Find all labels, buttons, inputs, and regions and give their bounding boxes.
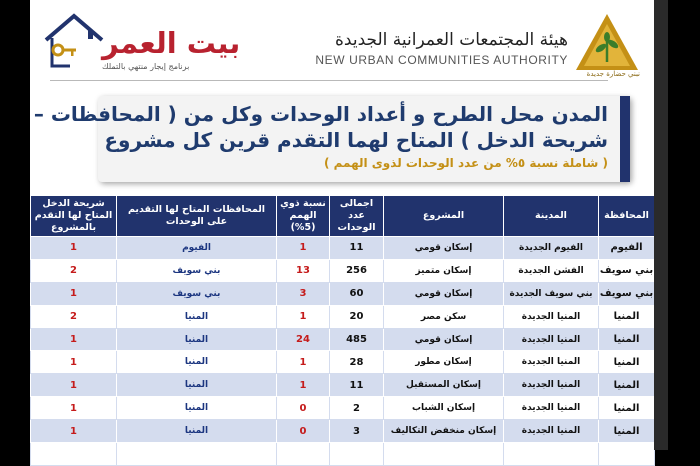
cell-governorate: بني سويف xyxy=(599,259,655,282)
cell-project: إسكان قومي xyxy=(384,282,504,305)
cell-eligible-govs: المنيا xyxy=(117,397,277,420)
cell-total-units: 60 xyxy=(330,282,384,305)
cell-eligible-govs xyxy=(117,443,277,466)
cell-governorate: الفيوم xyxy=(599,237,655,260)
cell-income-bracket: 1 xyxy=(31,282,117,305)
cell-eligible-govs: بني سويف xyxy=(117,282,277,305)
cell-city: الفيوم الجديدة xyxy=(504,237,599,260)
cell-city: المنيا الجديدة xyxy=(504,328,599,351)
cell-disabled-pct: 0 xyxy=(277,397,330,420)
cell-eligible-govs: المنيا xyxy=(117,305,277,328)
cell-city: الفشن الجديدة xyxy=(504,259,599,282)
brand-tagline: برنامج إيجار منتهي بالتملك xyxy=(102,62,190,71)
cell-disabled-pct: 0 xyxy=(277,420,330,443)
cell-income-bracket: 2 xyxy=(31,259,117,282)
title-box xyxy=(33,96,630,182)
cell-disabled-pct: 3 xyxy=(277,282,330,305)
header-total-units: اجمالى عدد الوحدات xyxy=(330,196,384,237)
table-row xyxy=(31,305,655,328)
cell-income-bracket xyxy=(31,443,117,466)
cell-eligible-govs: المنيا xyxy=(117,351,277,374)
cell-project: إسكان منخفض التكاليف xyxy=(384,420,504,443)
cell-total-units: 20 xyxy=(330,305,384,328)
house-key-icon xyxy=(42,10,104,72)
document-page xyxy=(30,0,668,450)
cell-eligible-govs: المنيا xyxy=(117,420,277,443)
table-row xyxy=(31,374,655,397)
cell-project: إسكان قومي xyxy=(384,237,504,260)
cell-governorate: المنيا xyxy=(599,374,655,397)
cell-income-bracket: 2 xyxy=(31,305,117,328)
page-header xyxy=(30,0,668,88)
header-divider xyxy=(50,80,608,81)
cell-project: إسكان مطور xyxy=(384,351,504,374)
cell-total-units: 11 xyxy=(330,374,384,397)
cell-income-bracket: 1 xyxy=(31,351,117,374)
cell-project: إسكان المستقبل xyxy=(384,374,504,397)
cell-disabled-pct: 24 xyxy=(277,328,330,351)
brand-name: بيت العمر xyxy=(102,26,241,60)
table-row xyxy=(31,282,655,305)
cell-disabled-pct: 1 xyxy=(277,305,330,328)
cell-city: المنيا الجديدة xyxy=(504,351,599,374)
cell-total-units: 2 xyxy=(330,397,384,420)
cell-total-units: 256 xyxy=(330,259,384,282)
cell-city: المنيا الجديدة xyxy=(504,420,599,443)
cell-governorate: المنيا xyxy=(599,328,655,351)
header-eligible-govs: المحافظات المتاح لها التقديم على الوحدات xyxy=(117,196,277,237)
header-disabled-pct: نسبة ذوي الهمم (5%) xyxy=(277,196,330,237)
header-income-bracket: شريحة الدخل المتاح لها التقدم بالمشروع xyxy=(31,196,117,237)
cell-city: بني سويف الجديدة xyxy=(504,282,599,305)
cell-city: المنيا الجديدة xyxy=(504,397,599,420)
cell-disabled-pct xyxy=(277,443,330,466)
authority-name xyxy=(315,30,568,67)
authority-name-arabic: هيئة المجتمعات العمرانية الجديدة xyxy=(335,30,568,50)
header-project: المشروع xyxy=(384,196,504,237)
cell-project: سكن مصر xyxy=(384,305,504,328)
title-line-1: المدن محل الطرح و أعداد الوحدات وكل من ( المحافظات – xyxy=(33,102,608,126)
units-table xyxy=(30,195,655,466)
cell-city: المنيا الجديدة xyxy=(504,374,599,397)
header-city: المدينة xyxy=(504,196,599,237)
cell-disabled-pct: 1 xyxy=(277,237,330,260)
cell-project xyxy=(384,443,504,466)
title-accent-bar xyxy=(620,96,630,182)
cell-project: إسكان الشباب xyxy=(384,397,504,420)
title-line-2: شريحة الدخل ) المتاح لهما التقدم قرين كل مشروع xyxy=(104,128,608,152)
cell-income-bracket: 1 xyxy=(31,420,117,443)
cell-total-units: 485 xyxy=(330,328,384,351)
table-row xyxy=(31,420,655,443)
table-row xyxy=(31,328,655,351)
table-row xyxy=(31,351,655,374)
authority-name-english: NEW URBAN COMMUNITIES AUTHORITY xyxy=(315,53,568,67)
scrollbar-track[interactable] xyxy=(654,0,668,450)
cell-eligible-govs: المنيا xyxy=(117,374,277,397)
brand-logo xyxy=(42,10,242,76)
cell-income-bracket: 1 xyxy=(31,374,117,397)
table-row xyxy=(31,237,655,260)
cell-total-units xyxy=(330,443,384,466)
table-row xyxy=(31,397,655,420)
cell-income-bracket: 1 xyxy=(31,237,117,260)
cell-total-units: 28 xyxy=(330,351,384,374)
cell-governorate: المنيا xyxy=(599,420,655,443)
cell-eligible-govs: المنيا xyxy=(117,328,277,351)
cell-income-bracket: 1 xyxy=(31,397,117,420)
cell-project: إسكان متميز xyxy=(384,259,504,282)
cell-disabled-pct: 1 xyxy=(277,351,330,374)
cell-governorate: المنيا xyxy=(599,305,655,328)
header-governorate: المحافظة xyxy=(599,196,655,237)
cell-governorate: بني سويف xyxy=(599,282,655,305)
cell-project: إسكان قومي xyxy=(384,328,504,351)
table-row xyxy=(31,443,655,466)
title-subtitle: ( شاملة نسبة ٥% من عدد الوحدات لذوى الهمم ) xyxy=(323,156,608,170)
cell-income-bracket: 1 xyxy=(31,328,117,351)
cell-city xyxy=(504,443,599,466)
cell-disabled-pct: 13 xyxy=(277,259,330,282)
cell-total-units: 3 xyxy=(330,420,384,443)
cell-governorate: المنيا xyxy=(599,351,655,374)
cell-eligible-govs: بني سويف xyxy=(117,259,277,282)
cell-total-units: 11 xyxy=(330,237,384,260)
cell-governorate xyxy=(599,443,655,466)
table-header-row xyxy=(31,196,655,237)
table-row xyxy=(31,259,655,282)
cell-city: المنيا الجديدة xyxy=(504,305,599,328)
emblem-caption: نبني حضارة جديدة xyxy=(586,70,640,78)
units-table-container xyxy=(30,195,654,466)
cell-disabled-pct: 1 xyxy=(277,374,330,397)
cell-eligible-govs: الفيوم xyxy=(117,237,277,260)
cell-governorate: المنيا xyxy=(599,397,655,420)
